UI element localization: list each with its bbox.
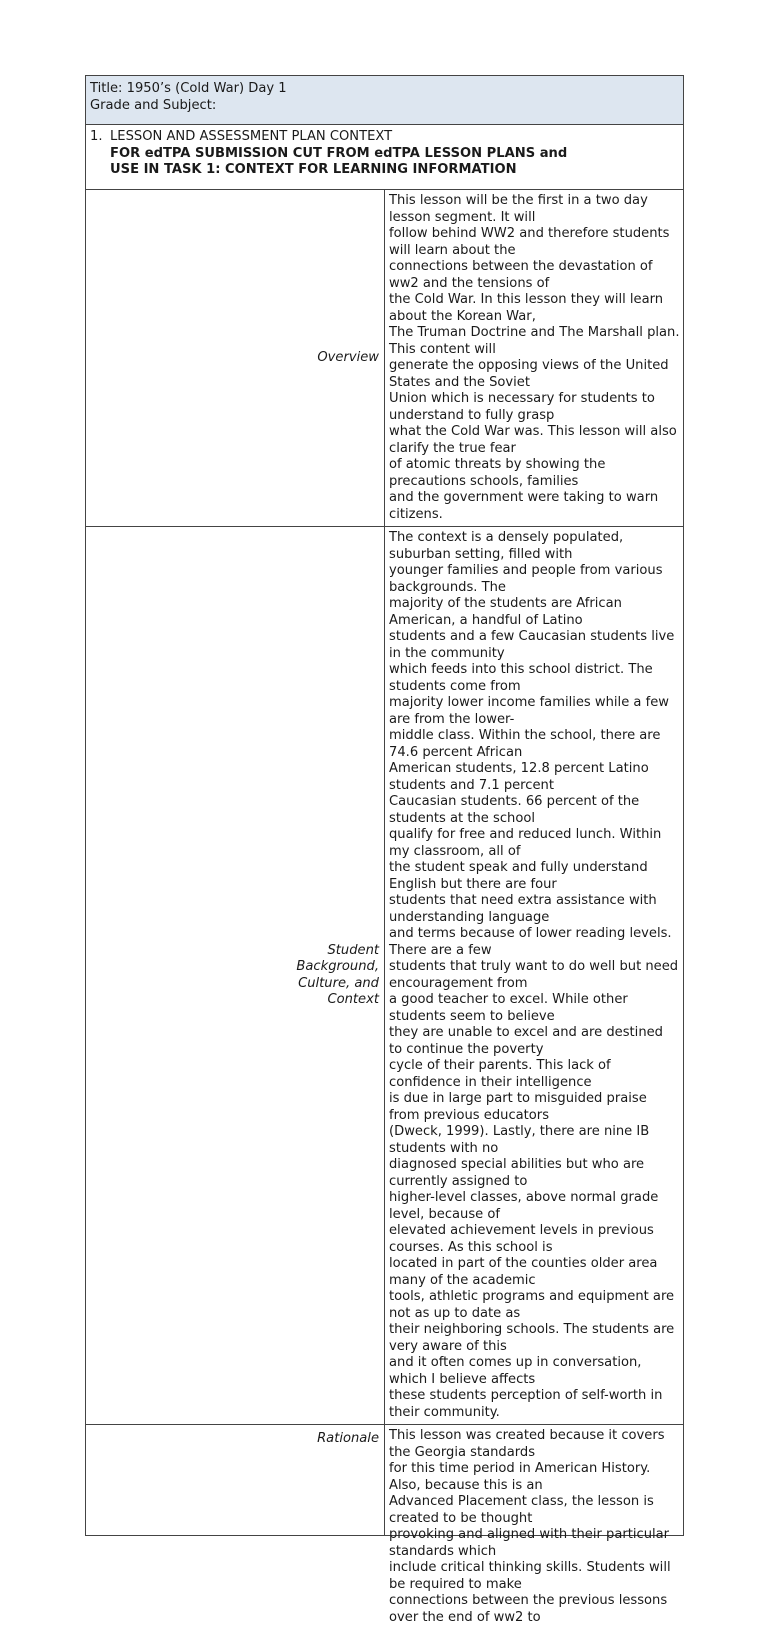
text-line: for this time period in American History. Also, because this is an bbox=[389, 1461, 651, 1493]
text-line: these students perception of self-worth in their community. bbox=[389, 1388, 663, 1420]
text-line: and the government were taking to warn citizens. bbox=[389, 490, 659, 522]
lesson-title: Title: 1950’s (Cold War) Day 1 bbox=[90, 81, 287, 96]
section-heading-cell bbox=[86, 125, 684, 190]
lesson-plan-table bbox=[85, 75, 684, 1625]
text-line: provoking and aligned with their particular standards which bbox=[389, 1527, 670, 1559]
overview-label: Overview bbox=[86, 190, 385, 527]
rationale-text-clip bbox=[389, 1428, 680, 1625]
title-row bbox=[86, 76, 684, 125]
student-background-text bbox=[385, 527, 684, 1425]
text-line: located in part of the counties older area many of the academic bbox=[389, 1256, 658, 1288]
rationale-row bbox=[86, 1425, 684, 1536]
text-line: This lesson will be the first in a two day lesson segment. It will bbox=[389, 193, 648, 225]
label-line: Context bbox=[327, 992, 379, 1007]
text-line: American students, 12.8 percent Latino students and 7.1 percent bbox=[389, 761, 649, 793]
text-line: tools, athletic programs and equipment are not as up to date as bbox=[389, 1289, 675, 1321]
text-line: The Truman Doctrine and The Marshall plan. This content will bbox=[389, 325, 680, 357]
text-line: Caucasian students. 66 percent of the students at the school bbox=[389, 794, 640, 826]
text-line: diagnosed special abilities but who are currently assigned to bbox=[389, 1157, 645, 1189]
grade-and-subject: Grade and Subject: bbox=[90, 97, 217, 113]
lesson-plan-document bbox=[85, 75, 684, 1625]
text-line: connections between the previous lessons over the end of ww2 to bbox=[389, 1593, 668, 1625]
text-line: a good teacher to excel. While other students seem to believe bbox=[389, 992, 628, 1024]
title-cell bbox=[86, 76, 684, 125]
text-line: majority lower income families while a few are from the lower- bbox=[389, 695, 669, 727]
student-background-label bbox=[86, 527, 385, 1425]
text-line: middle class. Within the school, there are 74.6 percent African bbox=[389, 728, 661, 760]
overview-row bbox=[86, 190, 684, 527]
rationale-label: Rationale bbox=[86, 1425, 385, 1536]
text-line: they are unable to excel and are destined to continue the poverty bbox=[389, 1025, 663, 1057]
text-line: connections between the devastation of ww2 and the tensions of bbox=[389, 259, 653, 291]
section-heading bbox=[90, 129, 679, 146]
label-line: Background, bbox=[296, 959, 379, 974]
text-line: students and a few Caucasian students live in the community bbox=[389, 629, 675, 661]
text-line: which feeds into this school district. The students come from bbox=[389, 662, 653, 694]
text-line: This lesson was created because it covers the Georgia standards bbox=[389, 1428, 665, 1460]
text-line: higher-level classes, above normal grade level, because of bbox=[389, 1190, 659, 1222]
student-background-row bbox=[86, 527, 684, 1425]
text-line: the Cold War. In this lesson they will learn about the Korean War, bbox=[389, 292, 664, 324]
text-line: (Dweck, 1999). Lastly, there are nine IB students with no bbox=[389, 1124, 650, 1156]
label-line: Student bbox=[327, 942, 379, 958]
rationale-text bbox=[385, 1425, 684, 1625]
text-line: include critical thinking skills. Students will be required to make bbox=[389, 1560, 671, 1592]
section-heading-row bbox=[86, 125, 684, 190]
label-line: Culture, and bbox=[298, 975, 379, 991]
overview-text bbox=[385, 190, 684, 527]
text-line: what the Cold War was. This lesson will also clarify the true fear bbox=[389, 424, 677, 456]
text-line: younger families and people from various backgrounds. The bbox=[389, 563, 663, 595]
text-line: and it often comes up in conversation, which I believe affects bbox=[389, 1355, 642, 1387]
text-line: Advanced Placement class, the lesson is created to be thought bbox=[389, 1494, 654, 1526]
text-line: the student speak and fully understand English but there are four bbox=[389, 860, 648, 892]
text-line: generate the opposing views of the United States and the Soviet bbox=[389, 358, 669, 390]
text-line: cycle of their parents. This lack of confidence in their intelligence bbox=[389, 1058, 611, 1090]
text-line: majority of the students are African American, a handful of Latino bbox=[389, 596, 622, 628]
text-line: Union which is necessary for students to understand to fully grasp bbox=[389, 391, 655, 423]
text-line: students that truly want to do well but need encouragement from bbox=[389, 959, 679, 991]
section-subheading-1: FOR edTPA SUBMISSION CUT FROM edTPA LESSON PLANS and bbox=[110, 145, 568, 161]
section-number: 1. bbox=[90, 129, 103, 144]
section-subheading-2: USE IN TASK 1: CONTEXT FOR LEARNING INFORMATION bbox=[110, 162, 517, 177]
text-line: of atomic threats by showing the precautions schools, families bbox=[389, 457, 606, 489]
section-heading-text: LESSON AND ASSESSMENT PLAN CONTEXT bbox=[110, 129, 393, 144]
text-line: their neighboring schools. The students are very aware of this bbox=[389, 1322, 675, 1354]
text-line: qualify for free and reduced lunch. Within my classroom, all of bbox=[389, 827, 662, 859]
text-line: is due in large part to misguided praise from previous educators bbox=[389, 1091, 647, 1123]
text-line: elevated achievement levels in previous courses. As this school is bbox=[389, 1223, 654, 1255]
text-line: students that need extra assistance with understanding language bbox=[389, 893, 657, 925]
text-line: follow behind WW2 and therefore students will learn about the bbox=[389, 226, 670, 258]
text-line: and terms because of lower reading levels. There are a few bbox=[389, 926, 672, 958]
text-line: The context is a densely populated, suburban setting, filled with bbox=[389, 530, 624, 562]
